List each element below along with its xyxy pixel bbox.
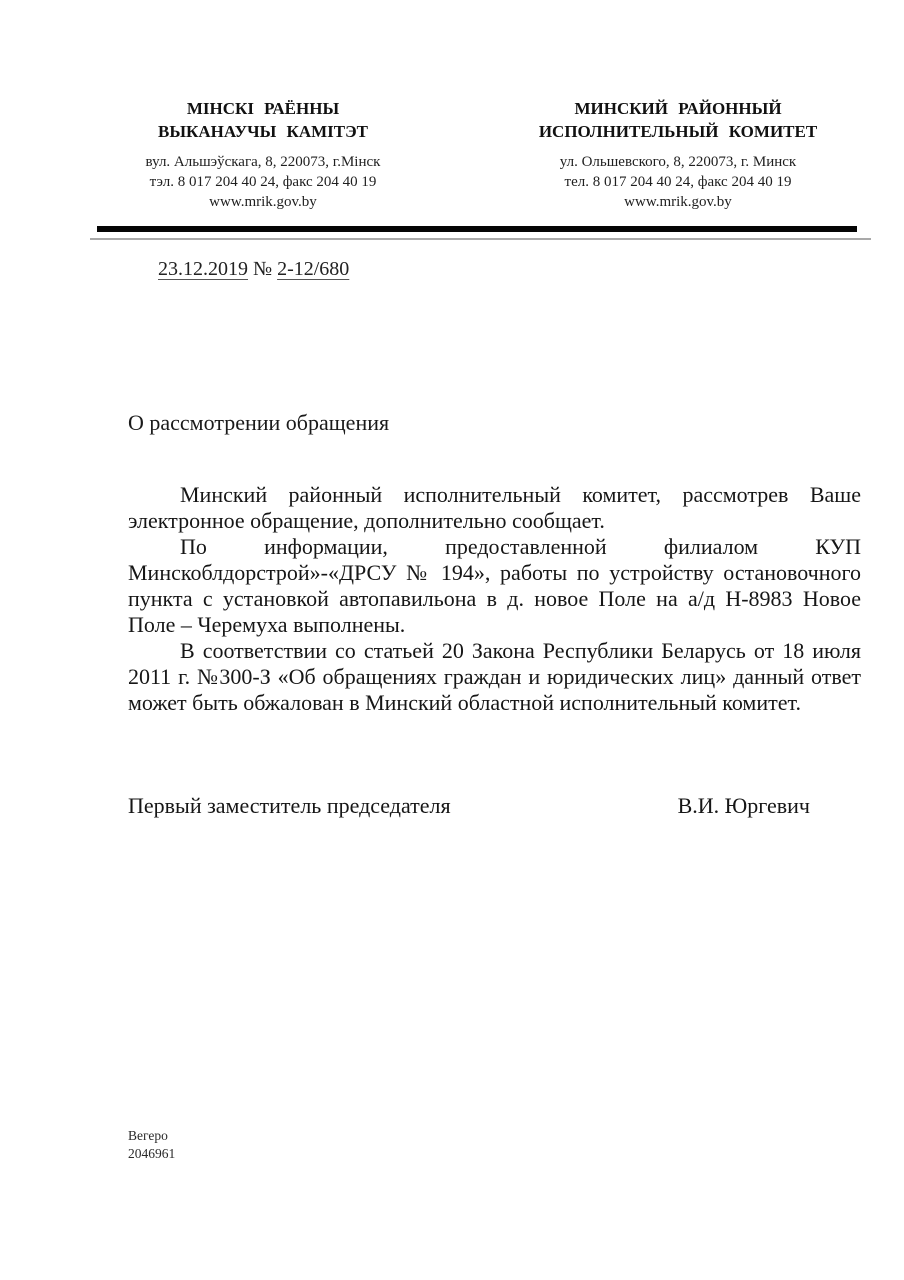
org-details-by xyxy=(95,152,431,212)
org-address-ru: ул. Ольшевского, 8, 220073, г. Минск xyxy=(559,154,797,170)
org-name-by-line2: ВЫКАНАУЧЫ КАМІТЭТ xyxy=(157,122,368,141)
org-phone-ru: тел. 8 017 204 40 24, факс 204 40 19 xyxy=(564,174,792,190)
org-website-by: www.mrik.gov.by xyxy=(209,194,317,210)
executor-phone: 2046961 xyxy=(128,1145,176,1161)
body-paragraph-2: По информации, предоставленной филиалом КУП Минскоблдорстрой»-«ДРСУ № 194», работы по устройству остановочного пункта с установкой автопавильона в д. новое Поле на а/д Н-8983 Новое Поле – Черемуха выполнены. xyxy=(128,534,861,637)
org-name-by-line1: МІНСКІ РАЁННЫ xyxy=(186,99,340,118)
divider-thin-rule xyxy=(90,238,871,240)
reference-number: 2-12/680 xyxy=(277,258,350,280)
letterhead-right xyxy=(510,97,846,212)
org-name-ru-line1: МИНСКИЙ РАЙОННЫЙ xyxy=(574,99,782,118)
signature-position: Первый заместитель председателя xyxy=(128,793,451,818)
letterhead-left xyxy=(95,97,431,212)
executor-block xyxy=(128,1127,175,1162)
body-paragraph-1: Минский районный исполнительный комитет, рассмотрев Ваше электронное обращение, дополнительно сообщает. xyxy=(128,482,861,533)
org-website-ru: www.mrik.gov.by xyxy=(624,194,732,210)
reference-date: 23.12.2019 xyxy=(158,258,248,280)
reference-line xyxy=(158,258,349,281)
body-paragraph-3: В соответствии со статьей 20 Закона Республики Беларусь от 18 июля 2011 г. №300-З «Об обращениях граждан и юридических лиц» данный ответ может быть обжалован в Минский областной исполнительный комитет. xyxy=(128,638,861,715)
executor-name: Вегеро xyxy=(128,1128,168,1143)
org-details-ru xyxy=(510,152,846,212)
divider-thick-rule xyxy=(97,226,857,232)
org-name-ru-line2: ИСПОЛНИТЕЛЬНЫЙ КОМИТЕТ xyxy=(538,122,818,141)
letter-body xyxy=(128,482,861,716)
org-phone-by: тэл. 8 017 204 40 24, факс 204 40 19 xyxy=(149,174,377,190)
signature-name: В.И. Юргевич xyxy=(677,793,810,818)
signature-row xyxy=(128,793,810,819)
subject-line: О рассмотрении обращения xyxy=(128,410,390,435)
number-sign: № xyxy=(253,258,273,280)
org-address-by: вул. Альшэўскага, 8, 220073, г.Мінск xyxy=(145,154,381,170)
